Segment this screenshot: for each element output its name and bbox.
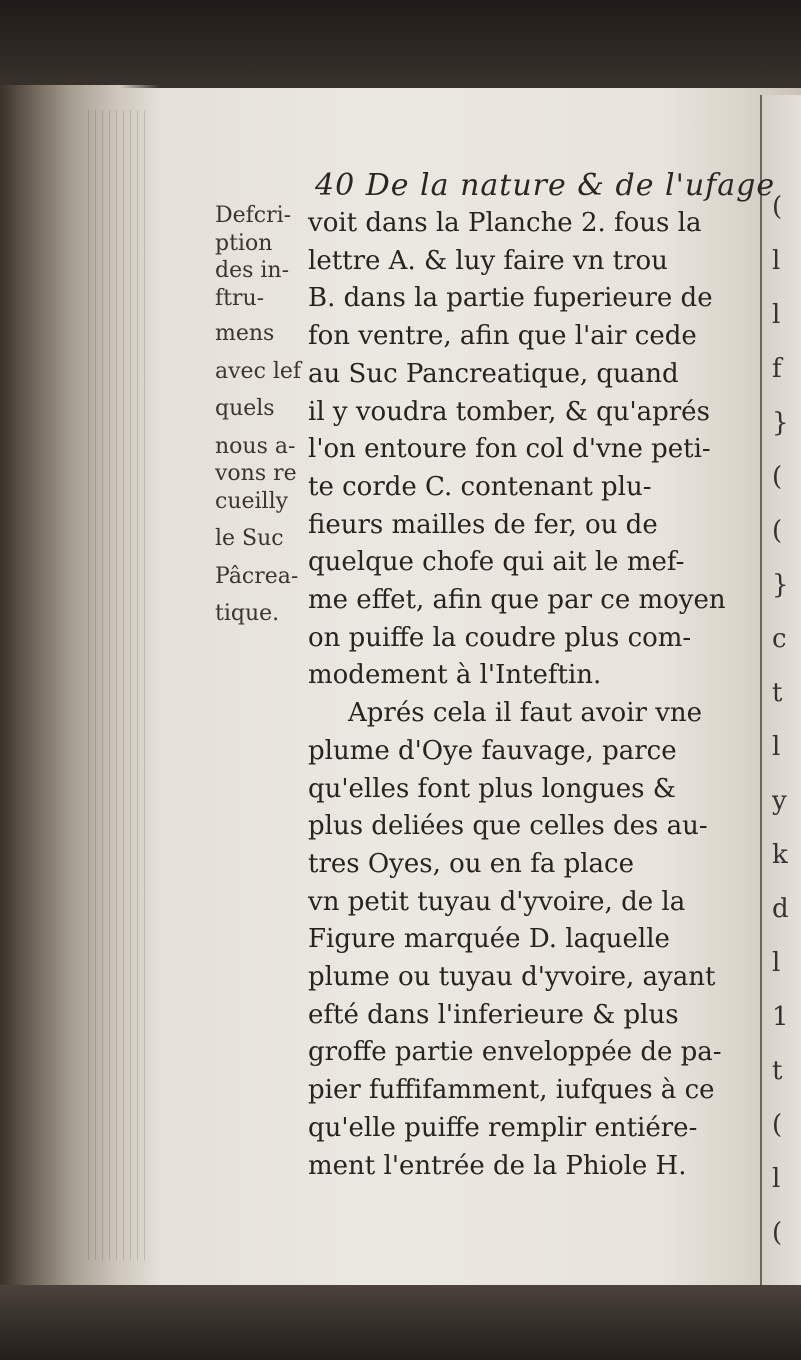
fragment: 1 [772,1002,789,1032]
text-line: ment l'entrée de la Phiole H. [308,1150,687,1181]
fragment: k [772,840,788,870]
margin-note-line: ftru- [215,285,265,311]
fragment: d [772,894,789,924]
text-line: modement à l'Inteftin. [308,660,602,691]
fragment: l [772,300,781,330]
margin-note-line: mens [215,321,275,346]
margin-note-line: des in- [215,258,290,283]
fragment: ( [772,192,783,222]
text-line: qu'elle puiffe remplir entiére- [308,1112,698,1143]
facing-page-fragments [772,180,800,1260]
fragment: f [772,354,782,384]
margin-note-line: ption [215,230,273,256]
fragment: ( [772,462,783,492]
text-line: tres Oyes, ou en fa place [308,848,634,879]
text-line: fieurs mailles de fer, ou de [308,509,658,540]
fragment: l [772,1164,781,1194]
fragment: l [772,732,781,762]
margin-note-line: nous a- [215,433,296,459]
text-line: on puiffe la coudre plus com- [308,622,692,653]
fragment: y [772,786,787,816]
text-line: plume d'Oye fauvage, parce [308,735,677,766]
fragment: } [772,408,789,438]
scan-top-shadow [0,0,801,95]
running-header: 40 De la nature & de l'ufage [315,168,776,203]
text-line: efté dans l'inferieure & plus [308,999,679,1030]
margin-note-line: le Suc [215,526,284,551]
body-text [308,205,768,1185]
fragment: ( [772,516,783,546]
text-line: pier fuffifamment, iufques à ce [308,1075,715,1106]
text-line: Aprés cela il faut avoir vne [348,698,703,729]
text-line: vn petit tuyau d'yvoire, de la [308,886,686,917]
fragment: c [772,624,787,654]
text-line: voit dans la Planche 2. fous la [308,208,702,238]
text-line: plume ou tuyau d'yvoire, ayant [308,962,716,993]
text-line: plus deliées que celles des au- [308,811,708,842]
margin-note-line: tique. [215,601,280,626]
text-line: B. dans la partie fuperieure de [308,283,713,314]
fragment: } [772,570,789,600]
margin-note-line: Defcri- [215,203,292,228]
text-line: qu'elles font plus longues & [308,773,676,804]
text-line: me effet, afin que par ce moyen [308,585,726,616]
text-line: quelque chofe qui ait le mef- [308,547,685,578]
text-line: il y voudra tomber, & qu'aprés [308,396,710,427]
fragment: l [772,246,781,276]
margin-note-line: quels [215,396,275,421]
text-line: groffe partie enveloppée de pa- [308,1037,722,1068]
text-line: l'on entoure fon col d'vne peti- [308,434,711,465]
fragment: t [772,1056,783,1086]
fragment: t [772,678,783,708]
fragment: ( [772,1110,783,1140]
text-line: Figure marquée D. laquelle [308,924,670,955]
text-line: te corde C. contenant plu- [308,471,652,502]
text-line: fon ventre, afin que l'air cede [308,321,697,352]
gutter-page-edges [88,110,148,1260]
margin-note-line: vons re [215,461,297,486]
margin-note-line: cueilly [215,488,289,514]
scan-bottom-shadow [0,1285,801,1360]
margin-note-line: avec lef [215,358,302,384]
text-line: lettre A. & luy faire vn trou [308,245,668,276]
margin-note-line: Pâcrea- [215,563,299,589]
fragment: l [772,948,781,978]
text-line: au Suc Pancreatique, quand [308,358,679,389]
fragment: ( [772,1218,783,1248]
